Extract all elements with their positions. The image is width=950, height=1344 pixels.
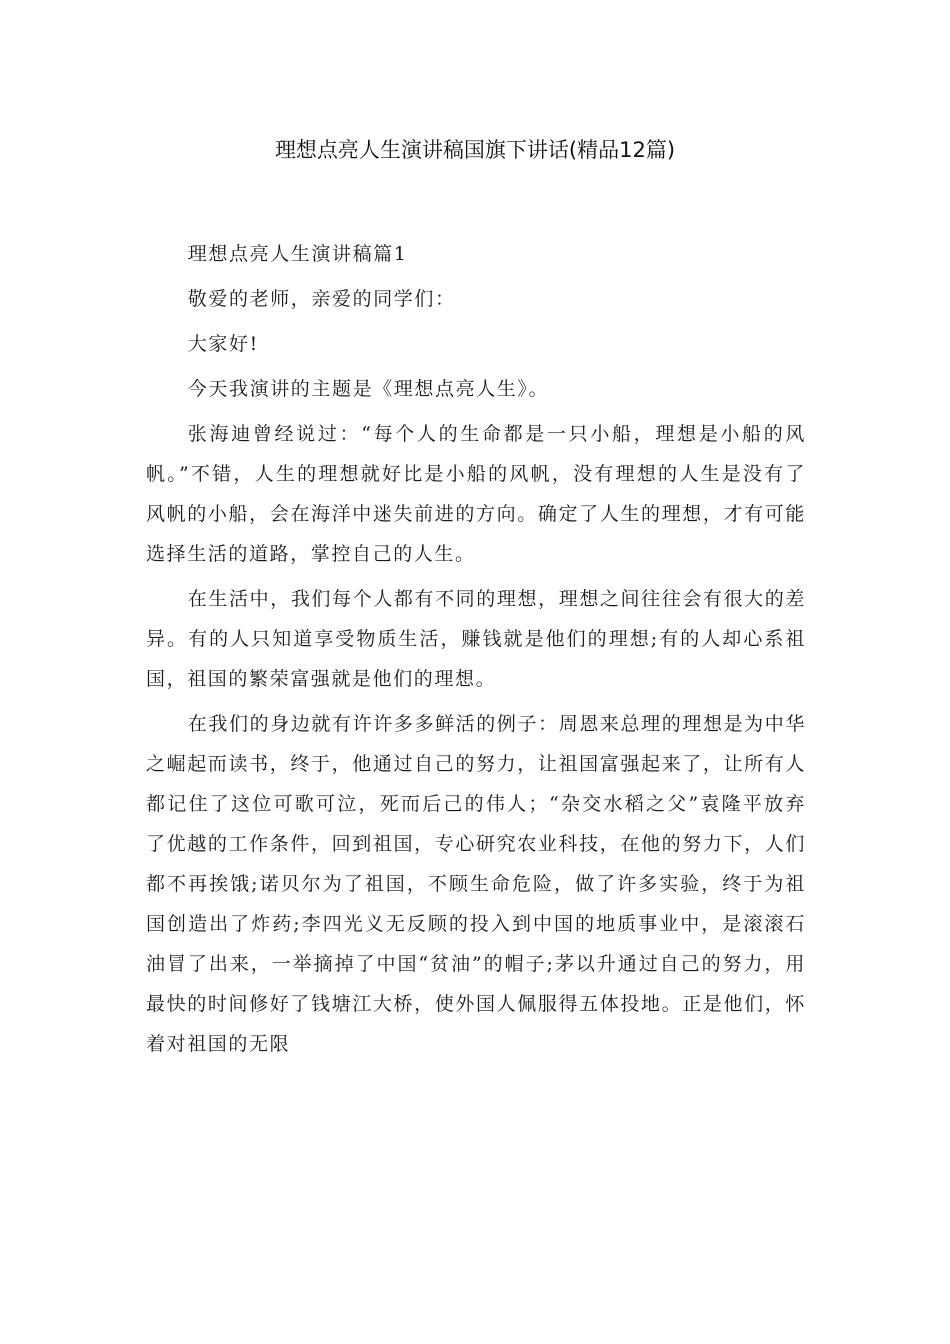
document-body: [146, 234, 806, 1069]
document-title: 理想点亮人生演讲稿国旗下讲话(精品12篇): [274, 138, 676, 162]
salutation: 敬爱的老师，亲爱的同学们：: [187, 288, 456, 310]
topic-paragraph: 今天我演讲的主题是《理想点亮人生》。: [187, 378, 550, 400]
body-paragraph: 在生活中，我们每个人都有不同的理想，理想之间往往会有很大的差异。有的人只知道享受物质生活，赚钱就是他们的理想;有的人却心系祖国，祖国的繁荣富强就是他们的理想。: [146, 588, 806, 690]
section-heading: 理想点亮人生演讲稿篇1: [187, 243, 408, 265]
body-paragraph: 张海迪曾经说过：“每个人的生命都是一只小船，理想是小船的风帆。”不错，人生的理想就好比是小船的风帆，没有理想的人生是没有了风帆的小船，会在海洋中迷失前进的方向。确定了人生的理想，才有可能选择生活的道路，掌控自己的人生。: [146, 423, 806, 565]
greeting: 大家好!: [187, 333, 259, 355]
body-paragraph: 在我们的身边就有许许多多鲜活的例子：周恩来总理的理想是为中华之崛起而读书，终于，他通过自己的努力，让祖国富强起来了，让所有人都记住了这位可歌可泣，死而后己的伟人；“杂交水稻之父”袁隆平放弃了优越的工作条件，回到祖国，专心研究农业科技，在他的努力下，人们都不再挨饿;诺贝尔为了祖国，不顾生命危险，做了许多实验，终于为祖国创造出了炸药;李四光义无反顾的投入到中国的地质事业中，是滚滚石油冒了出来，一举摘掉了中国“贫油”的帽子;茅以升通过自己的努力，用最快的时间修好了钱塘江大桥，使外国人佩服得五体投地。正是他们，怀着对祖国的无限: [146, 713, 806, 1055]
